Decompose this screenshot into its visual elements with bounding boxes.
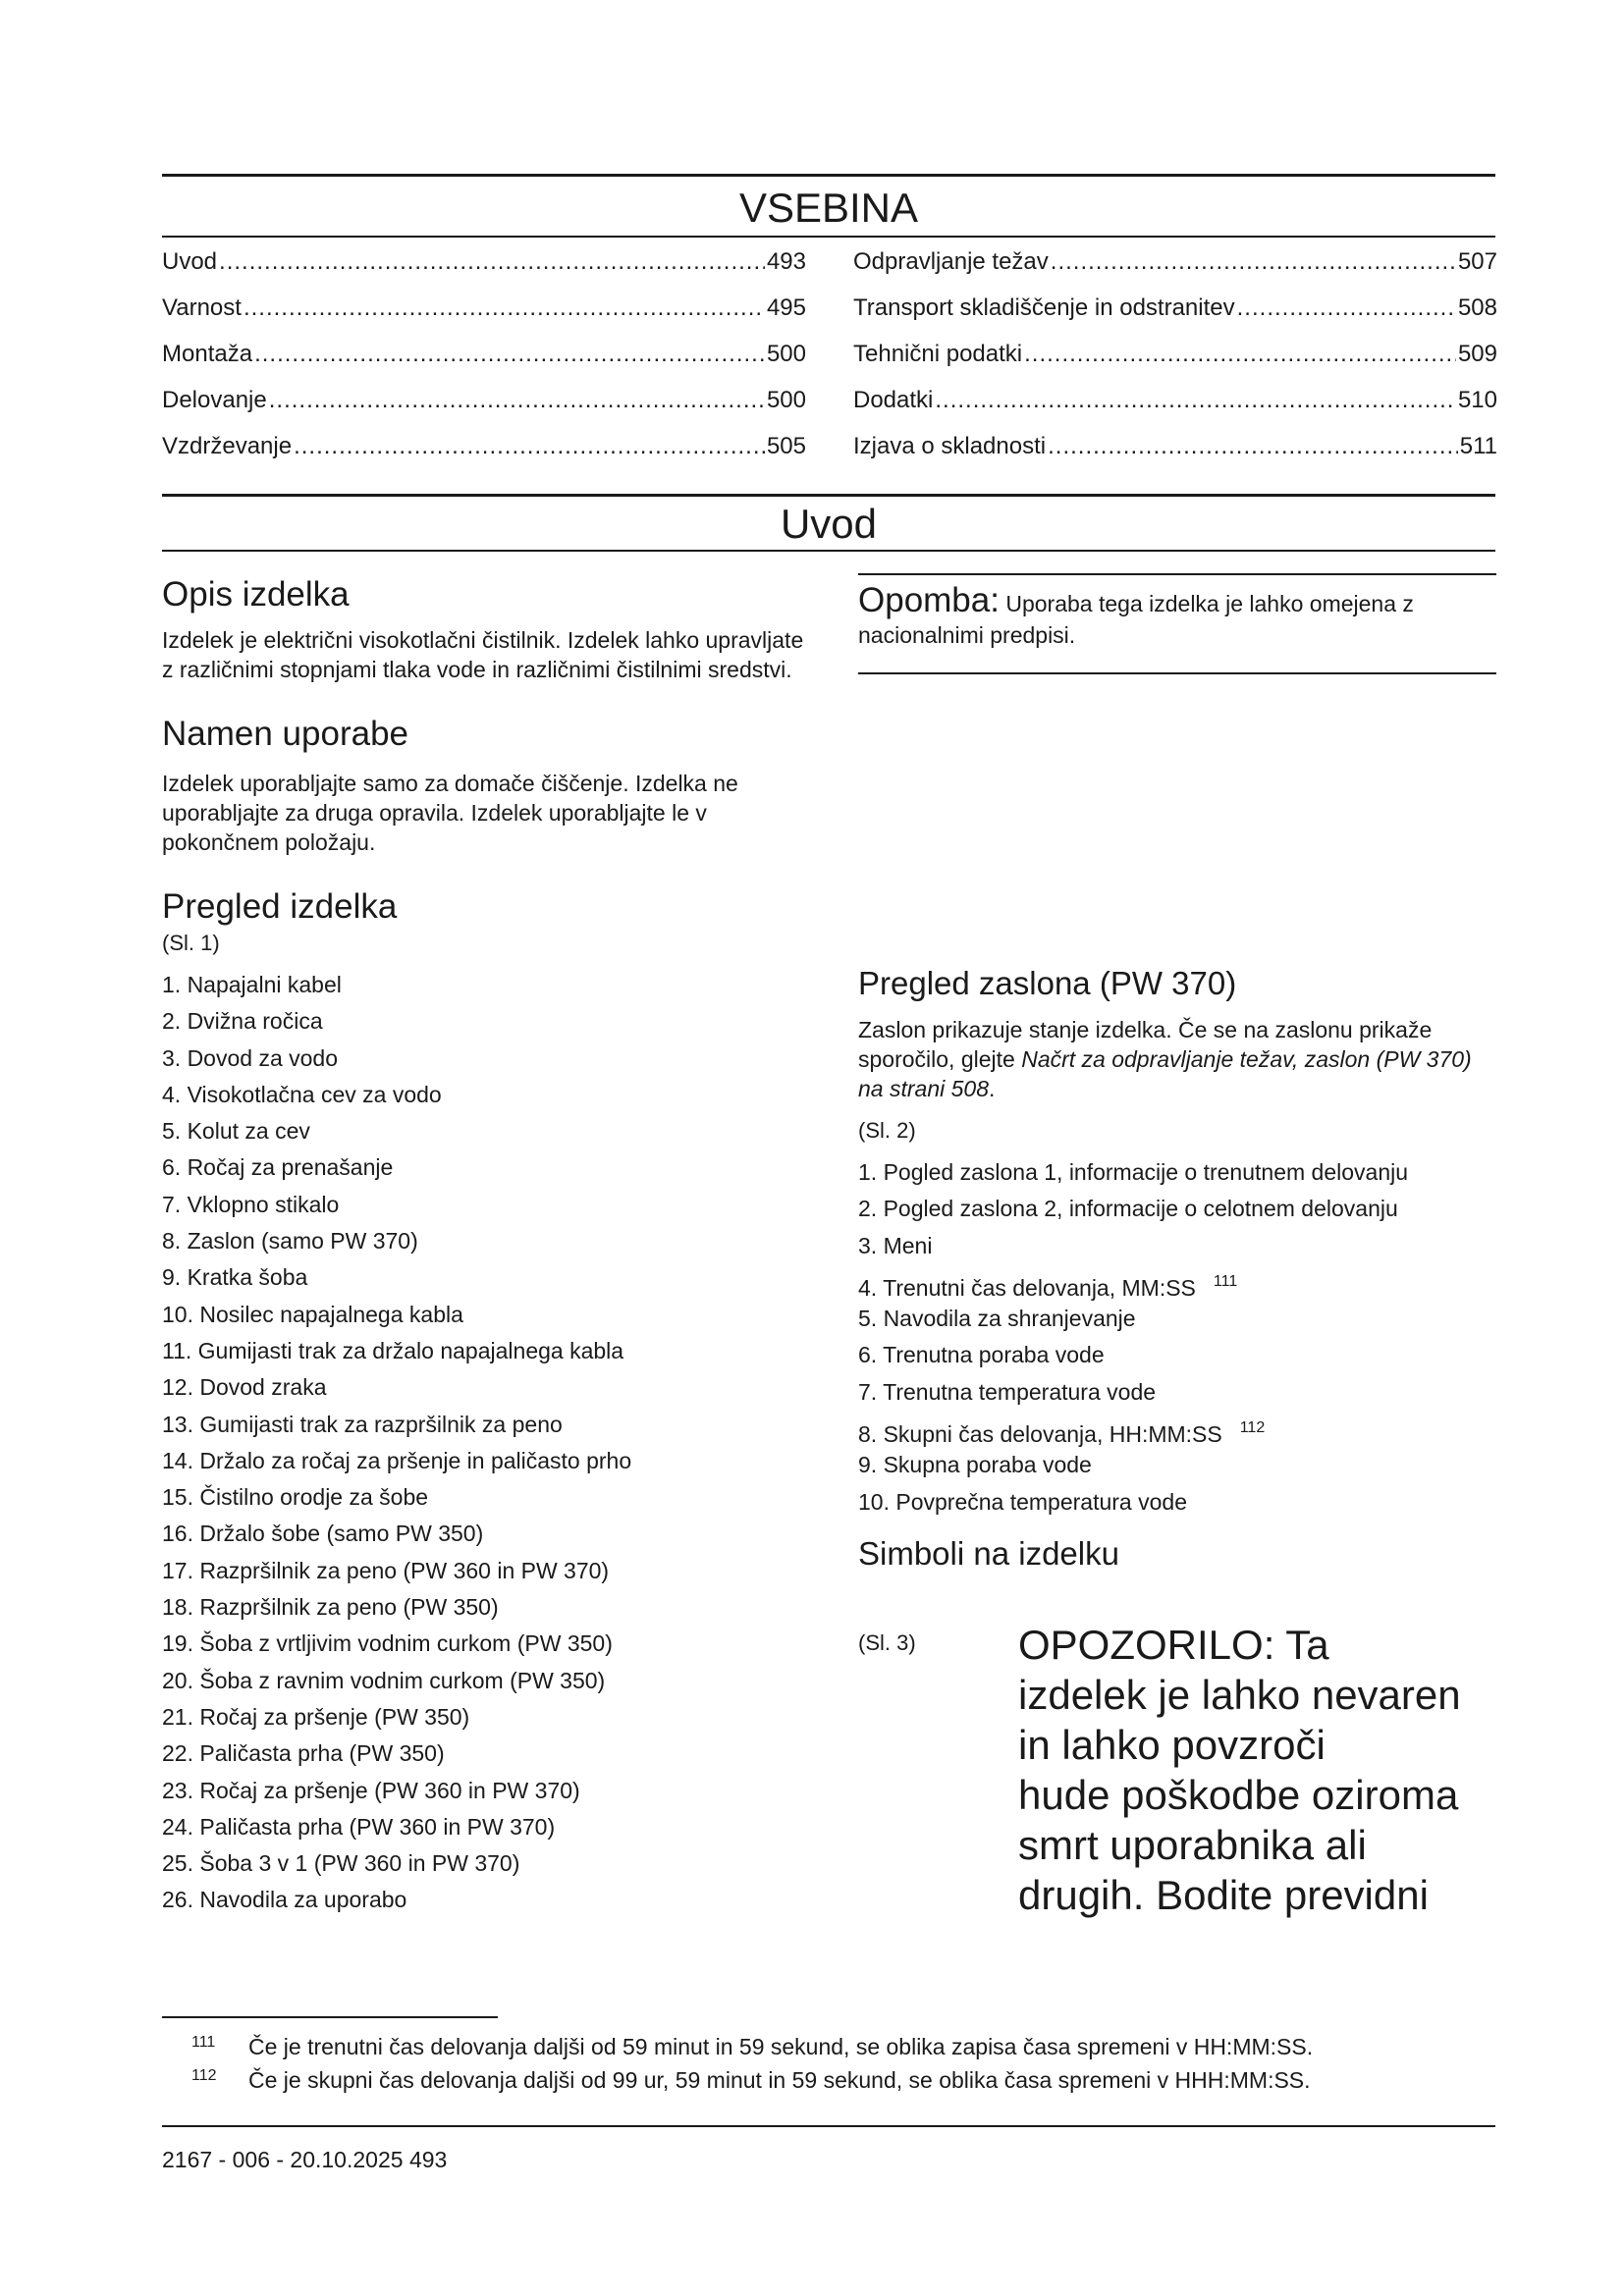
list-item: 3. Dovod za vodo [162,1044,339,1071]
list-item: 26. Navodila za uporabo [162,1887,407,1913]
toc-entry[interactable]: Dodatki ..... 510 [853,386,1497,432]
toc-entry[interactable]: Delovanje ..... 500 [162,386,806,432]
toc-top-rule [162,174,1495,177]
opomba-text: Uporaba tega izdelka je lahko omejena z nacionalnimi predpisi. [858,591,1414,648]
footnote-111: 111 Če je trenutni čas delovanja daljši od 59 minut in 59 sekund, se oblika zapisa časa spremeni v HH:MM:SS. [191,2034,1314,2059]
list-item: 9. Skupna poraba vode [858,1452,1092,1478]
list-item: 10. Nosilec napajalnega kabla [162,1301,463,1327]
list-item: 1. Napajalni kabel [162,972,342,997]
list-item: 16. Držalo šobe (samo PW 350) [162,1521,484,1547]
list-item: 25. Šoba 3 v 1 (PW 360 in PW 370) [162,1850,520,1877]
toc-entry[interactable]: Montaža ..... 500 [162,340,806,386]
opomba-bottom-rule [858,672,1496,674]
list-item: 21. Ročaj za pršenje (PW 350) [162,1703,470,1730]
pregled-heading: Pregled izdelka [162,887,398,926]
toc-right-column [853,247,1497,478]
list-item: 22. Paličasta prha (PW 350) [162,1740,445,1767]
pregled-figure-ref: (Sl. 1) [162,931,220,955]
zaslon-text: Zaslon prikazuje stanje izdelka. Če se na zaslonu prikaže sporočilo, glejte Načrt za odpravljanje težav, zaslon (PW 370) na strani 508. [858,1017,1472,1101]
toc-entry[interactable]: Uvod ..... 493 [162,247,806,294]
list-item: 7. Trenutna temperatura vode [858,1378,1157,1405]
list-item: 17. Razpršilnik za peno (PW 360 in PW 370) [162,1557,610,1583]
zaslon-crossref-link[interactable]: Načrt za odpravljanje težav, zaslon (PW 370) na strani 508 [858,1046,1472,1101]
footnote-ref[interactable]: 112 [1239,1419,1266,1437]
toc-entry[interactable]: Vzdrževanje ..... 505 [162,432,806,478]
list-item: 3. Meni [858,1232,933,1258]
list-item: 24. Paličasta prha (PW 360 in PW 370) [162,1813,556,1840]
toc-entry[interactable]: Transport skladiščenje in odstranitev ..... 508 [853,294,1497,340]
toc-title-rule [162,236,1495,238]
list-item: 6. Trenutna poraba vode [858,1342,1105,1368]
doc-id: 2167 - 006 - 20.10.2025 [162,2147,404,2172]
list-item: 2. Dvižna ročica [162,1008,323,1035]
list-item: 19. Šoba z vrtljivim vodnim curkom (PW 350) [162,1630,613,1657]
footnote-112: 112 Če je skupni čas delovanja daljši od 99 ur, 59 minut in 59 sekund, se oblika časa spremeni v HHH:MM:SS. [191,2067,1311,2093]
zaslon-heading: Pregled zaslona (PW 370) [858,965,1237,1001]
toc-entry[interactable]: Tehnični podatki ..... 509 [853,340,1497,386]
left-column [162,574,810,1923]
list-item: 15. Čistilno orodje za šobe [162,1484,429,1511]
toc-left-column [162,247,806,478]
toc-entry[interactable]: Izjava o skladnosti ..... 511 [853,432,1497,478]
footnote-ref[interactable]: 111 [1213,1272,1238,1290]
simboli-figure-ref: (Sl. 3) [858,1630,916,1655]
list-item: 14. Držalo za ročaj za pršenje in paličasto prho [162,1447,632,1473]
list-item: 18. Razpršilnik za peno (PW 350) [162,1594,499,1621]
list-item: 7. Vklopno stikalo [162,1191,340,1217]
toc-entry[interactable]: Odpravljanje težav ..... 507 [853,247,1497,294]
opomba-label: Opomba: [858,581,1000,619]
list-item: 5. Navodila za shranjevanje [858,1306,1136,1332]
zaslon-list [858,1158,1496,1524]
namen-heading: Namen uporabe [162,715,408,753]
list-item: 8. Skupni čas delovanja, HH:MM:SS $^{112}$ [858,1419,1266,1448]
warning-text: OPOZORILO: Ta izdelek je lahko nevaren in lahko povzroči hude poškodbe oziroma smrt uporabnika ali drugih. Bodite previdni [1018,1622,1461,1918]
list-item: 4. Visokotlačna cev za vodo [162,1081,442,1107]
namen-text: Izdelek uporabljajte samo za domače čiščenje. Izdelka ne uporabljajte za druga opravila. Izdelek uporabljajte le v pokončnem položaju. [162,771,738,855]
toc-entry[interactable]: Varnost ..... 495 [162,294,806,340]
list-item: 2. Pogled zaslona 2, informacije o celotnem delovanju [858,1196,1398,1222]
opis-text: Izdelek je električni visokotlačni čistilnik. Izdelek lahko upravljate z različnimi stopnjami tlaka vode in različnimi čistilnimi sredstvi. [162,627,804,682]
list-item: 4. Trenutni čas delovanja, MM:SS $^{111}$ [858,1272,1238,1301]
list-item: 8. Zaslon (samo PW 370) [162,1228,418,1255]
list-item: 20. Šoba z ravnim vodnim curkom (PW 350) [162,1667,606,1693]
list-item: 23. Ročaj za pršenje (PW 360 in PW 370) [162,1777,580,1803]
page-number: 493 [408,2147,448,2172]
section-top-rule [162,494,1495,497]
section-title-rule [162,550,1495,552]
opis-heading: Opis izdelka [162,575,350,614]
footnote-separator [162,2016,498,2018]
list-item: 12. Dovod zraka [162,1374,327,1401]
list-item: 1. Pogled zaslona 1, informacije o trenutnem delovanju [858,1159,1409,1185]
list-item: 9. Kratka šoba [162,1264,308,1291]
footer-rule [162,2125,1495,2127]
list-item: 10. Povprečna temperatura vode [858,1488,1187,1515]
pregled-list [162,971,810,1923]
toc-title: VSEBINA [738,185,919,231]
zaslon-figure-ref: (Sl. 2) [858,1118,916,1143]
list-item: 5. Kolut za cev [162,1118,310,1145]
page-footer [162,2145,447,2174]
section-title: Uvod [780,501,878,547]
right-column [858,964,1496,1574]
list-item: 13. Gumijasti trak za razpršilnik za peno [162,1411,563,1437]
simboli-heading: Simboli na izdelku [858,1534,1119,1572]
opomba-note [858,581,1496,651]
opomba-top-rule [858,573,1496,575]
list-item: 11. Gumijasti trak za držalo napajalnega kabla [162,1337,624,1363]
list-item: 6. Ročaj za prenašanje [162,1154,394,1181]
